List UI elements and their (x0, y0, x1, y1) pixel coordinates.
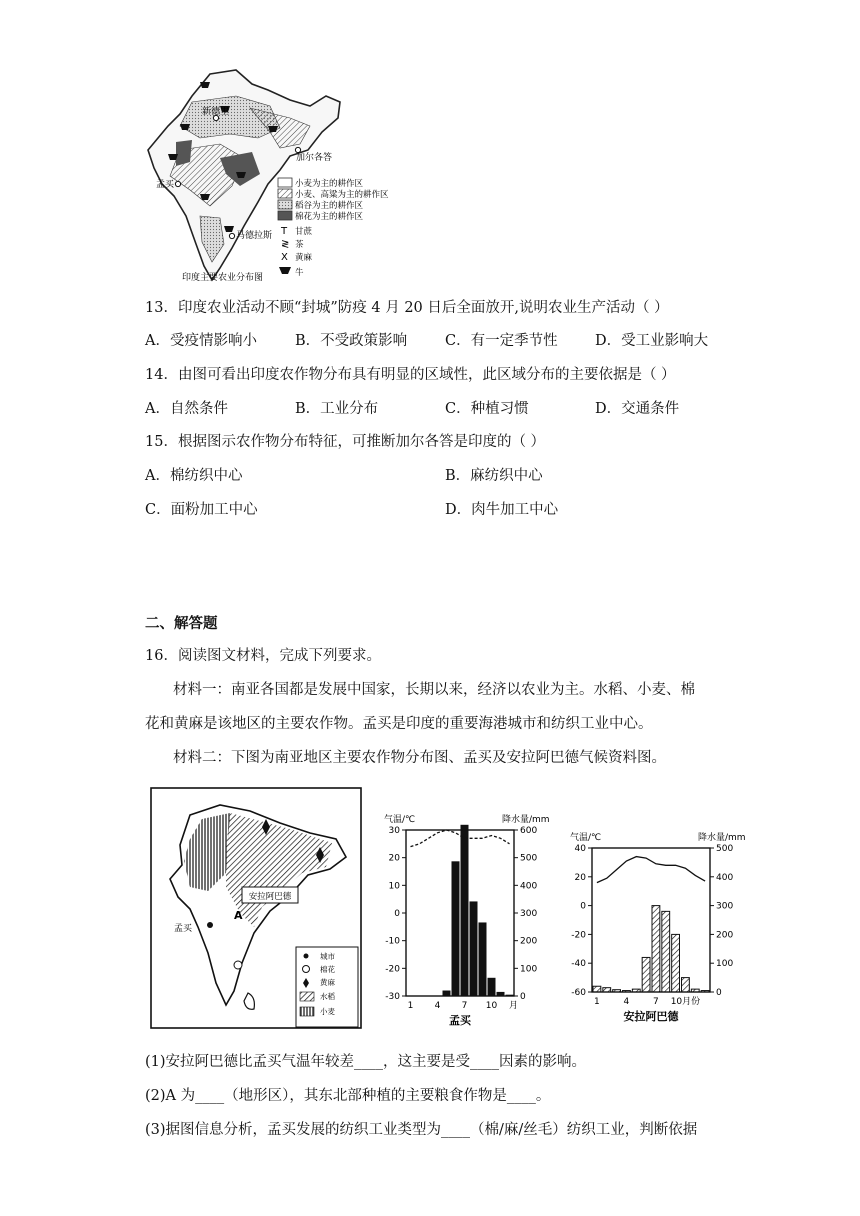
right-tick-label: 300 (520, 909, 538, 919)
symbol-sugarcane: 甘蔗 (295, 227, 313, 237)
material-1-line-2: 花和黄麻是该地区的主要农作物。孟买是印度的重要海港城市和纺织工业中心。 (145, 716, 653, 732)
legend-rice: 稻谷为主的耕作区 (295, 201, 364, 211)
right-tick-label: 200 (520, 936, 538, 947)
allahabad-climate-chart (560, 830, 760, 1032)
plot-frame (592, 848, 710, 992)
precipitation-bar (652, 906, 660, 992)
temperature-curve (597, 857, 705, 883)
right-tick-label: 0 (716, 988, 722, 998)
question-16-stem: 16．阅读图文材料，完成下列要求。 (145, 648, 381, 664)
symbol-tea: 茶 (295, 240, 304, 250)
legend2-city: 城市 (320, 952, 335, 961)
right-tick-label: 200 (716, 930, 734, 941)
x-tick-label: 4 (623, 997, 630, 1007)
precipitation-bar (488, 978, 495, 996)
cattle-icon (279, 267, 291, 274)
temperature-curve (411, 830, 510, 847)
symbol-jute: 黄麻 (295, 253, 313, 263)
right-axis-label: 降水量/mm (698, 833, 746, 843)
south-asia-crop-map (150, 787, 362, 1029)
right-tick-label: 600 (520, 826, 538, 836)
left-tick-label: 0 (394, 909, 400, 919)
sub-question-2: (2)A 为____（地形区），其东北部种植的主要粮食作物是____。 (145, 1088, 551, 1104)
right-tick-label: 100 (716, 959, 734, 970)
precipitation-bar (662, 911, 670, 992)
q14-option-b[interactable]: B．工业分布 (295, 401, 379, 417)
precipitation-bar (479, 923, 486, 996)
question-13-stem: 13．印度农业活动不顾“封城”防疫 4 月 20 日后全面放开,说明农业生产活动（ ） (145, 300, 669, 316)
right-tick-label: 0 (520, 992, 526, 1002)
mumbai-climate-chart (374, 810, 554, 1032)
left-tick-label: 20 (574, 872, 586, 883)
sugarcane-icon: T (281, 226, 288, 237)
x-tick-label: 10 (485, 1001, 498, 1011)
left-tick-label: -20 (385, 964, 400, 975)
legend-cotton: 棉花为主的耕作区 (295, 212, 364, 222)
q14-option-c[interactable]: C．种植习惯 (445, 401, 529, 417)
precipitation-bar (443, 991, 450, 996)
x-tick-label: 10月份 (670, 997, 701, 1007)
symbol-cattle: 牛 (295, 268, 304, 278)
q13-option-a[interactable]: A．受疫情影响小 (145, 333, 257, 349)
q13-option-c[interactable]: C．有一定季节性 (445, 333, 558, 349)
chart-title: 安拉阿巴德 (623, 1010, 679, 1023)
q15-option-c[interactable]: C．面粉加工中心 (145, 502, 258, 518)
left-tick-label: 20 (388, 853, 400, 864)
left-tick-label: -20 (571, 930, 586, 941)
x-tick-label: 4 (434, 1001, 441, 1011)
precipitation-bar (642, 957, 650, 992)
q13-option-d[interactable]: D．受工业影响大 (595, 333, 709, 349)
legend-wheat: 小麦为主的耕作区 (295, 179, 364, 189)
plot-frame (406, 830, 514, 996)
q15-option-b[interactable]: B．麻纺织中心 (445, 468, 543, 484)
india-agriculture-map (140, 66, 410, 288)
question-14-stem: 14．由图可看出印度农作物分布具有明显的区域性，此区域分布的主要依据是（ ） (145, 367, 676, 383)
left-tick-label: -40 (571, 959, 586, 970)
chart-title: 孟买 (449, 1014, 471, 1027)
left-tick-label: -60 (571, 988, 586, 998)
left-tick-label: -30 (385, 992, 400, 1002)
q15-option-d[interactable]: D．肉牛加工中心 (445, 502, 559, 518)
precipitation-bar (461, 825, 468, 996)
city-delhi: 新德里 (202, 107, 230, 117)
q14-option-d[interactable]: D．交通条件 (595, 401, 680, 417)
right-tick-label: 500 (716, 844, 734, 854)
x-tick-label: 1 (594, 997, 600, 1007)
precipitation-bar (470, 902, 477, 996)
right-tick-label: 100 (520, 964, 538, 975)
q14-option-a[interactable]: A．自然条件 (145, 401, 228, 417)
legend2-rice: 水稻 (320, 992, 335, 1001)
label-a: A (234, 909, 243, 922)
q15-option-a[interactable]: A．棉纺织中心 (145, 468, 243, 484)
legend-wheat-sorghum: 小麦、高粱为主的耕作区 (295, 190, 389, 200)
left-tick-label: 30 (388, 826, 400, 836)
city-chennai: 马德拉斯 (236, 231, 273, 241)
label-allahabad: 安拉阿巴德 (248, 892, 292, 902)
label-mumbai: 孟买 (174, 924, 193, 934)
precipitation-bar (682, 978, 690, 992)
city-kolkata: 加尔各答 (296, 153, 333, 163)
right-tick-label: 300 (716, 901, 734, 912)
x-tick-label: 7 (653, 997, 659, 1007)
precipitation-bar (593, 986, 601, 992)
section-heading: 二、解答题 (145, 615, 218, 632)
legend2-wheat: 小麦 (320, 1007, 335, 1016)
q13-option-b[interactable]: B．不受政策影响 (295, 333, 408, 349)
left-tick-label: 40 (574, 844, 586, 854)
material-1-line-1: 材料一：南亚各国都是发展中国家，长期以来，经济以农业为主。水稻、小麦、棉 (173, 682, 695, 698)
left-tick-label: 10 (388, 881, 400, 892)
material-2: 材料二：下图为南亚地区主要农作物分布图、孟买及安拉阿巴德气候资料图。 (173, 750, 666, 766)
left-tick-label: 0 (580, 901, 586, 912)
map1-caption: 印度主要农业分布图 (182, 273, 264, 283)
precipitation-bar (672, 934, 680, 992)
legend2-jute: 黄麻 (320, 978, 335, 987)
right-tick-label: 400 (520, 881, 538, 892)
right-tick-label: 400 (716, 872, 734, 883)
sub-question-1: (1)安拉阿巴德比孟买气温年较差____，这主要是受____因素的影响。 (145, 1054, 587, 1070)
tea-icon: ≷ (281, 239, 290, 250)
right-tick-label: 500 (520, 853, 538, 864)
city-mumbai: 孟买 (156, 180, 175, 190)
left-axis-label: 气温/℃ (570, 833, 602, 843)
question-15-stem: 15．根据图示农作物分布特征，可推断加尔各答是印度的（ ） (145, 434, 546, 450)
legend2-cotton: 棉花 (320, 965, 335, 974)
precipitation-bar (452, 862, 459, 996)
right-axis-label: 降水量/mm (502, 815, 550, 825)
x-tick-label: 1 (407, 1001, 414, 1011)
jute-icon: X (281, 252, 288, 263)
left-tick-label: -10 (385, 936, 400, 947)
x-tick-label: 月 (508, 1001, 519, 1011)
x-tick-label: 7 (461, 1001, 468, 1011)
sub-question-3: (3)据图信息分析，孟买发展的纺织工业类型为____（棉/麻/丝毛）纺织工业，判断依据 (145, 1122, 698, 1138)
left-axis-label: 气温/℃ (384, 815, 416, 825)
